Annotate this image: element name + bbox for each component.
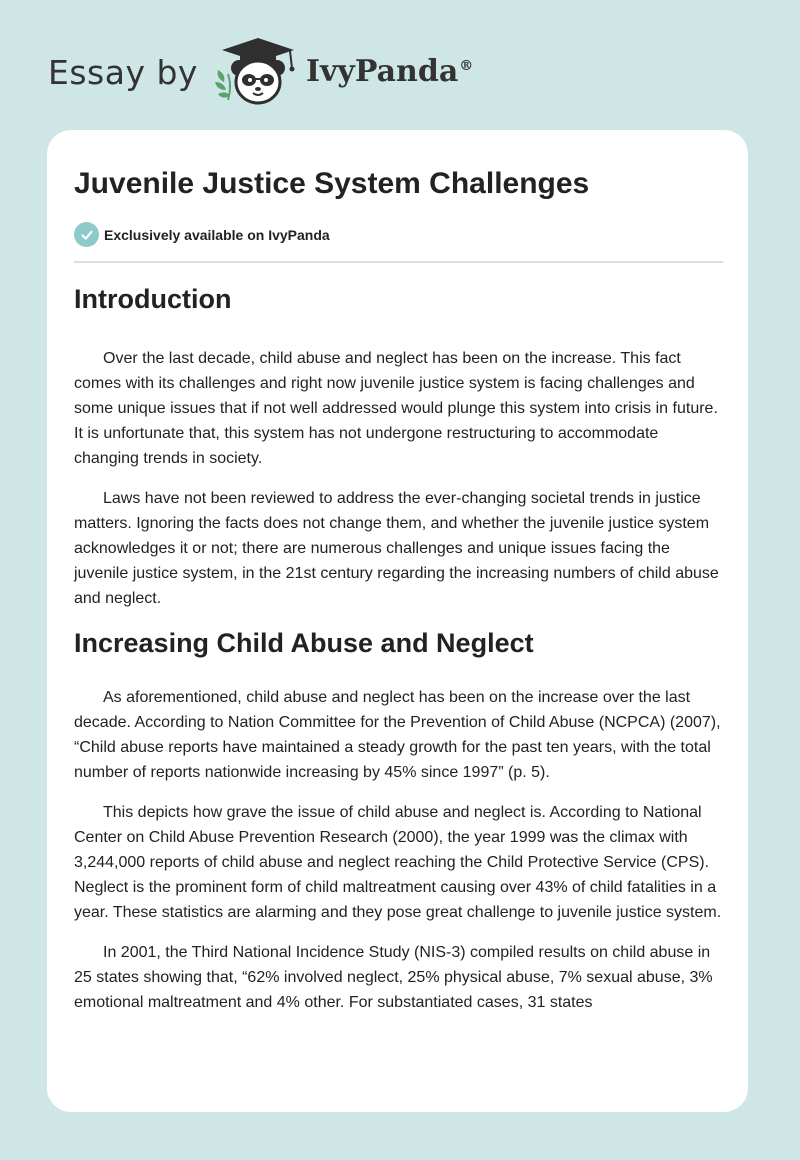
- paragraph: Over the last decade, child abuse and neglect has been on the increase. This fact comes with its challenges and right now juvenile justice system is facing challenges and some unique issues that if not well addressed would plunge this system into crisis in future. It is unfortunate that, this system has not undergone restructuring to accommodate changing trends in society.: [74, 350, 718, 467]
- paragraph: In 2001, the Third National Incidence Study (NIS-3) compiled results on child abuse in 25 states showing that, “62% involved neglect, 25% physical abuse, 7% sexual abuse, 3% emotional maltreatment and 4% other. For substantiated cases, 31 states: [74, 944, 713, 1011]
- registered-mark: ®: [459, 58, 474, 74]
- paragraph: Laws have not been reviewed to address the ever-changing societal trends in justice matters. Ignoring the facts does not change them, and whether the juvenile justice system acknowledges it or not; there are numerous challenges and unique issues facing the juvenile justice system, in the 21st century regarding the increasing numbers of child abuse and neglect.: [74, 490, 719, 607]
- panda-logo-icon: [212, 36, 304, 108]
- brand-prefix: Essay by: [48, 52, 198, 92]
- essay-card: [47, 130, 748, 1112]
- page-title: Juvenile Justice System Challenges: [74, 167, 590, 200]
- brand-header[interactable]: [48, 36, 473, 108]
- essay-content: [74, 280, 723, 1015]
- paragraph: As aforementioned, child abuse and neglect has been on the increase over the last decade. According to Nation Committee for the Prevention of Child Abuse (NCPCA) (2007), “Child abuse reports have maintained a steady growth for the past ten years, with the total number of reports nationwide increasing by 45% since 1997” (p. 5).: [74, 689, 721, 781]
- paragraph: This depicts how grave the issue of child abuse and neglect is. According to National Center on Child Abuse Prevention Research (2000), the year 1999 was the climax with 3,244,000 reports of child abuse and neglect reaching the Child Protective Service (CPS). Neglect is the prominent form of child maltreatment causing over 43% of child fatalities in a year. These statistics are alarming and they pose great challenge to juvenile justice system.: [74, 804, 722, 921]
- divider: [74, 261, 723, 263]
- badge-text: Exclusively available on IvyPanda: [104, 226, 330, 243]
- exclusive-badge: [74, 222, 330, 247]
- section-heading-increasing-abuse: Increasing Child Abuse and Neglect: [74, 628, 534, 658]
- brand-name: IvyPanda®: [305, 54, 474, 89]
- section-heading-introduction: Introduction: [74, 284, 232, 314]
- check-icon: [74, 222, 99, 247]
